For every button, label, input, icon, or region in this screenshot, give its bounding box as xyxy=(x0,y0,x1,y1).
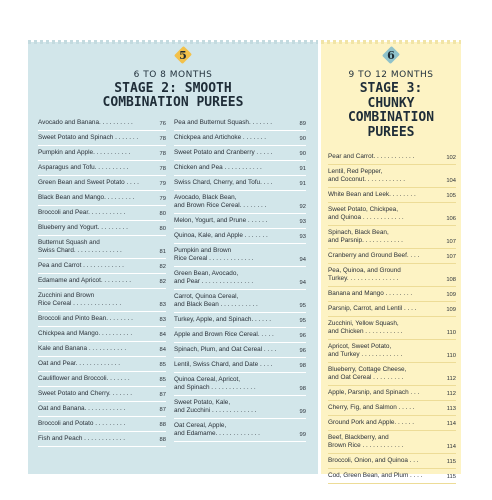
recipe-title: Ground Pork and Apple. . . . . . xyxy=(328,419,414,426)
recipe-title: Pumpkin and Brown Rice Cereal . . . . . . . . . . . . . xyxy=(174,247,254,262)
page-number: 81 xyxy=(159,249,166,255)
page-number: 112 xyxy=(446,391,456,397)
recipe-title: Carrot, Quinoa Cereal, and Black Bean . . . . . . . . . . . xyxy=(174,293,258,308)
toc-entry xyxy=(174,290,306,313)
toc-entry xyxy=(38,221,166,236)
stage2-title-line1: STAGE 2: SMOOTH xyxy=(114,81,232,96)
toc-entry xyxy=(174,328,306,343)
recipe-title: Apple, Parsnip, and Spinach . . . xyxy=(328,389,420,396)
page-number: 80 xyxy=(159,226,166,232)
recipe-title: Broccoli and Potato . . . . . . . . . xyxy=(38,420,126,427)
toc-entry xyxy=(328,454,456,469)
toc-entry xyxy=(174,358,306,373)
recipe-title: Spinach, Plum, and Oat Cereal . . . . xyxy=(174,346,277,353)
chapter-6-badge-icon xyxy=(383,46,399,64)
page-number: 94 xyxy=(299,257,306,263)
toc-entry xyxy=(38,289,166,312)
chapter-number: 6 xyxy=(387,48,395,62)
page-number: 110 xyxy=(446,330,456,336)
recipe-title: Chickpea and Artichoke . . . . . . . xyxy=(174,134,266,141)
recipe-title: Sweet Potato and Cranberry . . . . . xyxy=(174,149,273,156)
toc-entry xyxy=(38,176,166,191)
stage2-title xyxy=(28,82,318,109)
toc-entry xyxy=(174,146,306,161)
recipe-title: Cranberry and Ground Beef. . . . xyxy=(328,252,420,259)
recipe-title: Cherry, Fig, and Salmon . . . . . xyxy=(328,404,415,411)
page-number: 91 xyxy=(299,166,306,172)
page-number: 99 xyxy=(299,432,306,438)
toc-entry xyxy=(38,432,166,447)
page-number: 107 xyxy=(446,254,456,260)
page-number: 92 xyxy=(299,204,306,210)
toc-entry xyxy=(174,214,306,229)
page-number: 96 xyxy=(299,348,306,354)
toc-entry xyxy=(38,357,166,372)
recipe-title: Pea and Butternut Squash. . . . . . . xyxy=(174,119,273,126)
recipe-title: Pumpkin and Apple. . . . . . . . . . . xyxy=(38,149,131,156)
stage3-age-range: 9 TO 12 MONTHS xyxy=(348,70,434,80)
stage3-column xyxy=(328,150,456,484)
toc-entry xyxy=(38,372,166,387)
stage3-title-line1: STAGE 3: xyxy=(359,81,423,96)
recipe-title: Pea, Quinoa, and Ground Turkey. . . . . . . . . . . . . . . xyxy=(328,267,401,282)
page-number: 104 xyxy=(446,178,456,184)
recipe-title: Blueberry, Cottage Cheese, and Oat Cereal . . . . . . . . . xyxy=(328,366,407,381)
toc-entry xyxy=(38,206,166,221)
recipe-title: Banana and Mango . . . . . . . . xyxy=(328,290,413,297)
recipe-title: Lentil, Red Pepper, and Coconut. . . . . . . . . . . . xyxy=(328,168,406,183)
recipe-title: Zucchini and Brown Rice Cereal . . . . . . . . . . . . . . xyxy=(38,292,122,307)
recipe-title: Oat and Banana. . . . . . . . . . . . xyxy=(38,405,126,412)
page-number: 90 xyxy=(299,151,306,157)
toc-entry xyxy=(328,203,456,226)
recipe-title: Broccoli and Pear. . . . . . . . . . . xyxy=(38,209,126,216)
toc-entry xyxy=(328,264,456,287)
recipe-title: Pea and Carrot . . . . . . . . . . . . xyxy=(38,262,124,269)
page-number: 99 xyxy=(299,409,306,415)
page-number: 109 xyxy=(446,292,456,298)
page-number: 85 xyxy=(159,377,166,383)
toc-entry xyxy=(174,373,306,396)
recipe-title: Apple and Brown Rice Cereal. . . . . xyxy=(174,331,274,338)
recipe-title: Spinach, Black Bean, and Parsnip. . . . . . . . . . . . xyxy=(328,229,403,244)
toc-entry xyxy=(38,161,166,176)
stage3-title-line4: PUREES xyxy=(367,124,415,140)
page-number: 102 xyxy=(446,155,456,161)
recipe-title: Sweet Potato and Spinach . . . . . . . xyxy=(38,134,139,141)
recipe-title: Cod, Green Bean, and Plum . . . . xyxy=(328,472,423,479)
recipe-title: Green Bean, Avocado, and Pear . . . . . . . . . . . . . . . xyxy=(174,270,254,285)
toc-entry xyxy=(328,340,456,363)
toc-entry xyxy=(38,312,166,327)
page-number: 82 xyxy=(159,264,166,270)
recipe-title: Cauliflower and Broccoli. . . . . . . xyxy=(38,375,130,382)
toc-entry xyxy=(328,469,456,484)
page-number: 91 xyxy=(299,181,306,187)
page-number: 83 xyxy=(159,302,166,308)
page-number: 106 xyxy=(446,216,456,222)
recipe-title: Kale and Banana . . . . . . . . . . . xyxy=(38,345,127,352)
page-number: 93 xyxy=(299,234,306,240)
toc-entry xyxy=(328,416,456,431)
page-number: 84 xyxy=(159,332,166,338)
toc-entry xyxy=(38,131,166,146)
page-number: 79 xyxy=(159,181,166,187)
recipe-title: Broccoli and Pinto Bean. . . . . . . . xyxy=(38,315,133,322)
toc-entry xyxy=(328,431,456,454)
page-number: 79 xyxy=(159,196,166,202)
toc-entry xyxy=(38,236,166,259)
toc-entry xyxy=(38,327,166,342)
page-number: 113 xyxy=(446,406,456,412)
page-number: 114 xyxy=(446,421,456,427)
toc-entry xyxy=(174,343,306,358)
toc-entry xyxy=(174,229,306,244)
stage2-age-range: 6 TO 8 MONTHS xyxy=(133,70,213,80)
page-number: 82 xyxy=(159,279,166,285)
page-number: 76 xyxy=(159,121,166,127)
stage2-right-column xyxy=(174,116,306,442)
recipe-title: Green Bean and Sweet Potato . . . . xyxy=(38,179,139,186)
page-number: 109 xyxy=(446,307,456,313)
page-number: 88 xyxy=(159,437,166,443)
recipe-title: Turkey, Apple, and Spinach. . . . . . xyxy=(174,316,271,323)
toc-entry xyxy=(38,342,166,357)
stage3-title xyxy=(321,82,461,140)
toc-entry xyxy=(38,259,166,274)
page-number: 112 xyxy=(446,376,456,382)
toc-entry xyxy=(174,396,306,419)
recipe-title: White Bean and Leek. . . . . . . . xyxy=(328,191,416,198)
toc-entry xyxy=(328,165,456,188)
page-number: 85 xyxy=(159,362,166,368)
recipe-title: Sweet Potato and Cherry. . . . . . . xyxy=(38,390,133,397)
page-number: 96 xyxy=(299,333,306,339)
toc-entry xyxy=(38,402,166,417)
chapter-number: 5 xyxy=(179,48,187,62)
recipe-title: Edamame and Apricot. . . . . . . . . xyxy=(38,277,132,284)
recipe-title: Zucchini, Yellow Squash, and Chicken . . . . . . . . . . . xyxy=(328,320,403,335)
toc-entry xyxy=(174,116,306,131)
toc-entry xyxy=(328,226,456,249)
page-number: 80 xyxy=(159,211,166,217)
toc-entry xyxy=(328,188,456,203)
toc-entry xyxy=(328,287,456,302)
toc-entry xyxy=(174,419,306,442)
chapter-5-badge-icon xyxy=(175,46,191,64)
recipe-title: Sweet Potato, Chickpea, and Quinoa . . . . . . . . . . . . xyxy=(328,206,404,221)
page-number: 98 xyxy=(299,386,306,392)
toc-entry xyxy=(38,274,166,289)
toc-entry xyxy=(328,317,456,340)
page-number: 93 xyxy=(299,219,306,225)
toc-entry xyxy=(328,249,456,264)
recipe-title: Chickpea and Mango. . . . . . . . . . xyxy=(38,330,133,337)
page-number: 83 xyxy=(159,317,166,323)
page-number: 95 xyxy=(299,303,306,309)
page-number: 115 xyxy=(446,459,456,465)
recipe-title: Oat Cereal, Apple, and Edamame. . . . . . . . . . . . . xyxy=(174,422,260,437)
toc-entry xyxy=(174,267,306,290)
page-number: 105 xyxy=(446,193,456,199)
toc-entry xyxy=(328,363,456,386)
recipe-title: Quinoa, Kale, and Apple . . . . . . . xyxy=(174,232,268,239)
recipe-title: Quinoa Cereal, Apricot, and Spinach . . . . . . . . . . . . . xyxy=(174,376,256,391)
recipe-title: Black Bean and Mango. . . . . . . . . xyxy=(38,194,135,201)
recipe-title: Parsnip, Carrot, and Lentil . . . . xyxy=(328,305,417,312)
toc-entry xyxy=(174,191,306,214)
recipe-title: Blueberry and Yogurt. . . . . . . . . xyxy=(38,224,128,231)
toc-entry xyxy=(328,302,456,317)
recipe-title: Fish and Peach . . . . . . . . . . . . xyxy=(38,435,126,442)
stage2-title-line2: COMBINATION PUREES xyxy=(102,94,244,110)
toc-entry xyxy=(38,191,166,206)
recipe-title: Butternut Squash and Swiss Chard. . . . . . . . . . . . . . xyxy=(38,239,122,254)
toc-entry xyxy=(38,146,166,161)
page-number: 78 xyxy=(159,166,166,172)
page-number: 108 xyxy=(446,277,456,283)
page-number: 107 xyxy=(446,239,456,245)
recipe-title: Sweet Potato, Kale, and Zucchini . . . . . . . . . . . . . xyxy=(174,399,257,414)
toc-entry xyxy=(328,386,456,401)
page-number: 110 xyxy=(446,353,456,359)
toc-entry xyxy=(38,116,166,131)
page-number: 89 xyxy=(299,121,306,127)
recipe-title: Apricot, Sweet Potato, and Turkey . . . . . . . . . . . . xyxy=(328,343,403,358)
toc-entry xyxy=(38,417,166,432)
recipe-title: Chicken and Pea . . . . . . . . . . . xyxy=(174,164,262,171)
page-number: 87 xyxy=(159,392,166,398)
recipe-title: Asparagus and Tofu. . . . . . . . . . xyxy=(38,164,129,171)
toc-entry xyxy=(174,244,306,267)
page-number: 115 xyxy=(446,474,456,480)
toc-entry xyxy=(174,176,306,191)
recipe-title: Avocado and Banana. . . . . . . . . . xyxy=(38,119,133,126)
recipe-title: Beef, Blackberry, and Brown Rice . . . . . . . . . . . . xyxy=(328,434,404,449)
recipe-title: Avocado, Black Bean, and Brown Rice Cereal. . . . . . . . xyxy=(174,194,267,209)
toc-entry xyxy=(174,131,306,146)
toc-entry xyxy=(38,387,166,402)
page-number: 78 xyxy=(159,151,166,157)
page-number: 94 xyxy=(299,280,306,286)
page-number: 90 xyxy=(299,136,306,142)
toc-entry xyxy=(328,401,456,416)
recipe-title: Pear and Carrot. . . . . . . . . . . . xyxy=(328,153,415,160)
stage3-title-line2: CHUNKY xyxy=(367,95,415,111)
recipe-title: Broccoli, Onion, and Quinoa . . . xyxy=(328,457,419,464)
page-number: 84 xyxy=(159,347,166,353)
page-number: 87 xyxy=(159,407,166,413)
recipe-title: Swiss Chard, Cherry, and Tofu. . . . xyxy=(174,179,273,186)
recipe-title: Lentil, Swiss Chard, and Date . . . . xyxy=(174,361,273,368)
toc-entry xyxy=(174,313,306,328)
page-number: 95 xyxy=(299,318,306,324)
toc-entry xyxy=(328,150,456,165)
recipe-title: Oat and Pear. . . . . . . . . . . . . xyxy=(38,360,121,367)
page-number: 114 xyxy=(446,444,456,450)
stage2-left-column xyxy=(38,116,166,447)
recipe-title: Melon, Yogurt, and Prune . . . . . . xyxy=(174,217,268,224)
stage3-title-line3: COMBINATION xyxy=(347,110,435,126)
page-number: 88 xyxy=(159,422,166,428)
toc-entry xyxy=(174,161,306,176)
page-number: 78 xyxy=(159,136,166,142)
page-number: 98 xyxy=(299,363,306,369)
